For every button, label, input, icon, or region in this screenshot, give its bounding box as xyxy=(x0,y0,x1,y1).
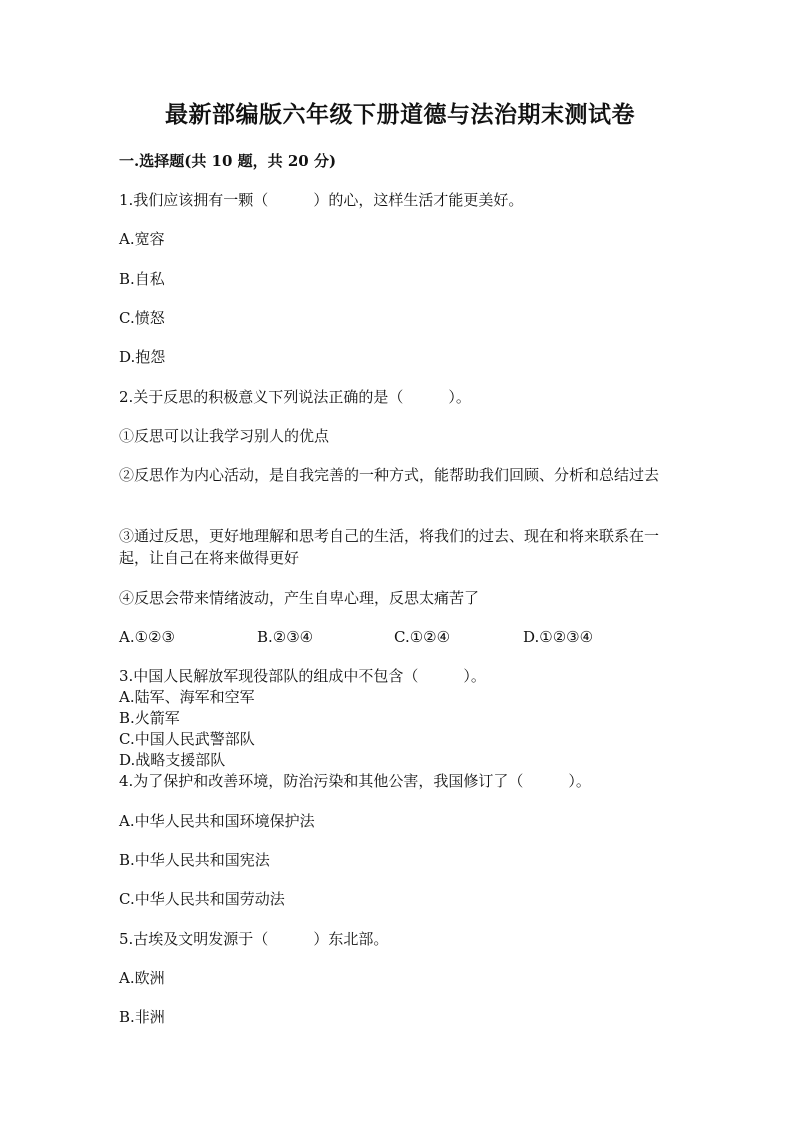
question-3-option-b: B.火箭军 xyxy=(119,709,180,727)
question-1-option-b: B.自私 xyxy=(119,270,165,288)
question-2-statement-1: ①反思可以让我学习别人的优点 xyxy=(119,427,330,445)
question-2-option-a: A.①②③ xyxy=(119,628,175,646)
question-4-option-b: B.中华人民共和国宪法 xyxy=(119,851,270,869)
question-4-stem: 4.为了保护和改善环境，防治污染和其他公害，我国修订了（ ）。 xyxy=(119,772,591,790)
question-2-statement-4: ④反思会带来情绪波动，产生自卑心理，反思太痛苦了 xyxy=(119,589,480,607)
question-1-option-d: D.抱怨 xyxy=(119,348,166,366)
question-3-option-c: C.中国人民武警部队 xyxy=(119,730,255,748)
question-4-option-c: C.中华人民共和国劳动法 xyxy=(119,890,285,908)
question-4-option-a: A.中华人民共和国环境保护法 xyxy=(119,812,315,830)
question-2-option-c: C.①②④ xyxy=(394,628,451,646)
question-5-stem: 5.古埃及文明发源于（ ）东北部。 xyxy=(119,930,389,948)
question-1-stem: 1.我们应该拥有一颗（ ）的心，这样生活才能更美好。 xyxy=(119,191,524,209)
question-3-option-a: A.陆军、海军和空军 xyxy=(119,688,255,706)
question-2-stem: 2.关于反思的积极意义下列说法正确的是（ ）。 xyxy=(119,388,471,406)
page-title: 最新部编版六年级下册道德与法治期末测试卷 xyxy=(165,101,635,128)
question-2-statement-3: ③通过反思，更好地理解和思考自己的生活，将我们的过去、现在和将来联系在一起，让自己在将来做得更好 xyxy=(119,527,660,567)
question-2-options xyxy=(119,626,679,648)
question-2-option-d: D.①②③④ xyxy=(523,628,594,646)
question-5-option-a: A.欧洲 xyxy=(119,969,165,987)
question-2-statement-2: ②反思作为内心活动，是自我完善的一种方式，能帮助我们回顾、分析和总结过去 xyxy=(119,466,660,484)
question-3-stem: 3.中国人民解放军现役部队的组成中不包含（ ）。 xyxy=(119,667,486,685)
question-1-option-a: A.宽容 xyxy=(119,230,165,248)
question-1-option-c: C.愤怒 xyxy=(119,309,165,327)
question-2-option-b: B.②③④ xyxy=(257,628,314,646)
question-3-option-d: D.战略支援部队 xyxy=(119,751,226,769)
question-5-option-b: B.非洲 xyxy=(119,1008,165,1026)
section-heading: 一.选择题(共 10 题，共 20 分) xyxy=(119,152,337,170)
